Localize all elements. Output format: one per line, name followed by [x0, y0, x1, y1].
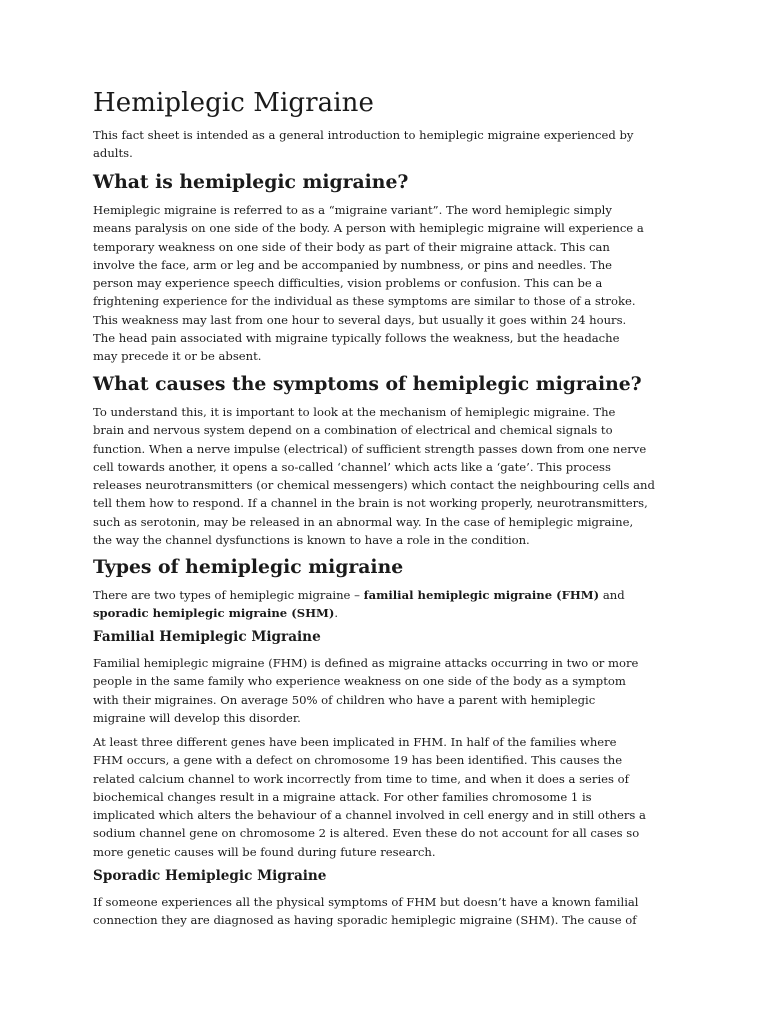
section-heading-what-is: What is hemiplegic migraine?: [93, 171, 409, 193]
subsection-heading-sporadic: Sporadic Hemiplegic Migraine: [93, 868, 327, 884]
section-heading-types: Types of hemiplegic migraine: [93, 556, 404, 578]
text-line: means paralysis on one side of the body. A person with hemiplegic migraine will experience a: [93, 221, 644, 236]
familial-paragraph-2: [93, 733, 671, 861]
text-line: To understand this, it is important to look at the mechanism of hemiplegic migraine. The: [93, 405, 616, 419]
text-line: Familial hemiplegic migraine (FHM) is defined as migraine attacks occurring in two or more: [93, 656, 639, 670]
text-line: If someone experiences all the physical symptoms of FHM but doesn’t have a known familial: [93, 895, 639, 909]
text-line: [93, 586, 671, 604]
text-line: connection they are diagnosed as having sporadic hemiplegic migraine (SHM). The cause of: [93, 913, 637, 928]
fhm-term: familial hemiplegic migraine (FHM): [363, 588, 600, 602]
text-line: [93, 604, 671, 622]
section-heading-causes: What causes the symptoms of hemiplegic migraine?: [93, 373, 642, 395]
section-paragraph-what-is: [93, 201, 671, 366]
text-line: frightening experience for the individual as these symptoms are similar to those of a stroke.: [93, 294, 636, 309]
types-intro-text: and: [599, 588, 625, 602]
types-intro-text: There are two types of hemiplegic migraine –: [93, 588, 364, 602]
text-line: temporary weakness on one side of their body as part of their migraine attack. This can: [93, 239, 610, 254]
text-line: migraine will develop this disorder.: [93, 710, 301, 725]
sporadic-paragraph: [93, 893, 671, 930]
text-line: Hemiplegic migraine is referred to as a “migraine variant”. The word hemiplegic simply: [93, 203, 612, 217]
types-intro-text: .: [334, 606, 339, 621]
text-line: FHM occurs, a gene with a defect on chromosome 19 has been identified. This causes the: [93, 753, 623, 768]
text-line: such as serotonin, may be released in an abnormal way. In the case of hemiplegic migraine,: [93, 514, 634, 529]
text-line: more genetic causes will be found during future research.: [93, 844, 436, 859]
text-line: involve the face, arm or leg and be accompanied by numbness, or pins and needles. The: [93, 257, 613, 272]
document-title: Hemiplegic Migraine: [93, 88, 375, 118]
text-line: adults.: [93, 146, 133, 161]
text-line: may precede it or be absent.: [93, 349, 262, 364]
text-line: sodium channel gene on chromosome 2 is altered. Even these do not account for all cases so: [93, 826, 640, 841]
text-line: function. When a nerve impulse (electrical) of sufficient strength passes down from one nerve: [93, 441, 647, 456]
text-line: The head pain associated with migraine typically follows the weakness, but the headache: [93, 331, 620, 346]
text-line: implicated which alters the behaviour of a channel involved in cell energy and in still others a: [93, 808, 646, 823]
subsection-heading-familial: Familial Hemiplegic Migraine: [93, 629, 321, 645]
types-intro-paragraph: [93, 586, 671, 623]
section-paragraph-causes: [93, 403, 671, 549]
text-line: releases neurotransmitters (or chemical messengers) which contact the neighbouring cells and: [93, 478, 655, 493]
text-line: At least three different genes have been implicated in FHM. In half of the families where: [93, 735, 617, 749]
text-line: person may experience speech difficulties, vision problems or confusion. This can be a: [93, 276, 603, 291]
text-line: with their migraines. On average 50% of children who have a parent with hemiplegic: [93, 692, 596, 707]
text-line: This weakness may last from one hour to several days, but usually it goes within 24 hours.: [93, 312, 627, 327]
text-line: brain and nervous system depend on a combination of electrical and chemical signals to: [93, 423, 613, 438]
shm-term: sporadic hemiplegic migraine (SHM): [93, 606, 335, 621]
text-line: biochemical changes result in a migraine attack. For other families chromosome 1 is: [93, 789, 592, 804]
text-line: cell towards another, it opens a so-called ‘channel’ which acts like a ‘gate’. This process: [93, 459, 611, 474]
text-line: This fact sheet is intended as a general introduction to hemiplegic migraine experienced by: [93, 128, 634, 142]
text-line: related calcium channel to work incorrectly from time to time, and when it does a series of: [93, 771, 629, 786]
text-line: tell them how to respond. If a channel in the brain is not working properly, neurotransmitters,: [93, 496, 648, 511]
intro-paragraph: [93, 126, 671, 163]
text-line: the way the channel dysfunctions is known to have a role in the condition.: [93, 533, 530, 548]
text-line: people in the same family who experience weakness on one side of the body as a symptom: [93, 674, 626, 689]
familial-paragraph-1: [93, 654, 671, 727]
